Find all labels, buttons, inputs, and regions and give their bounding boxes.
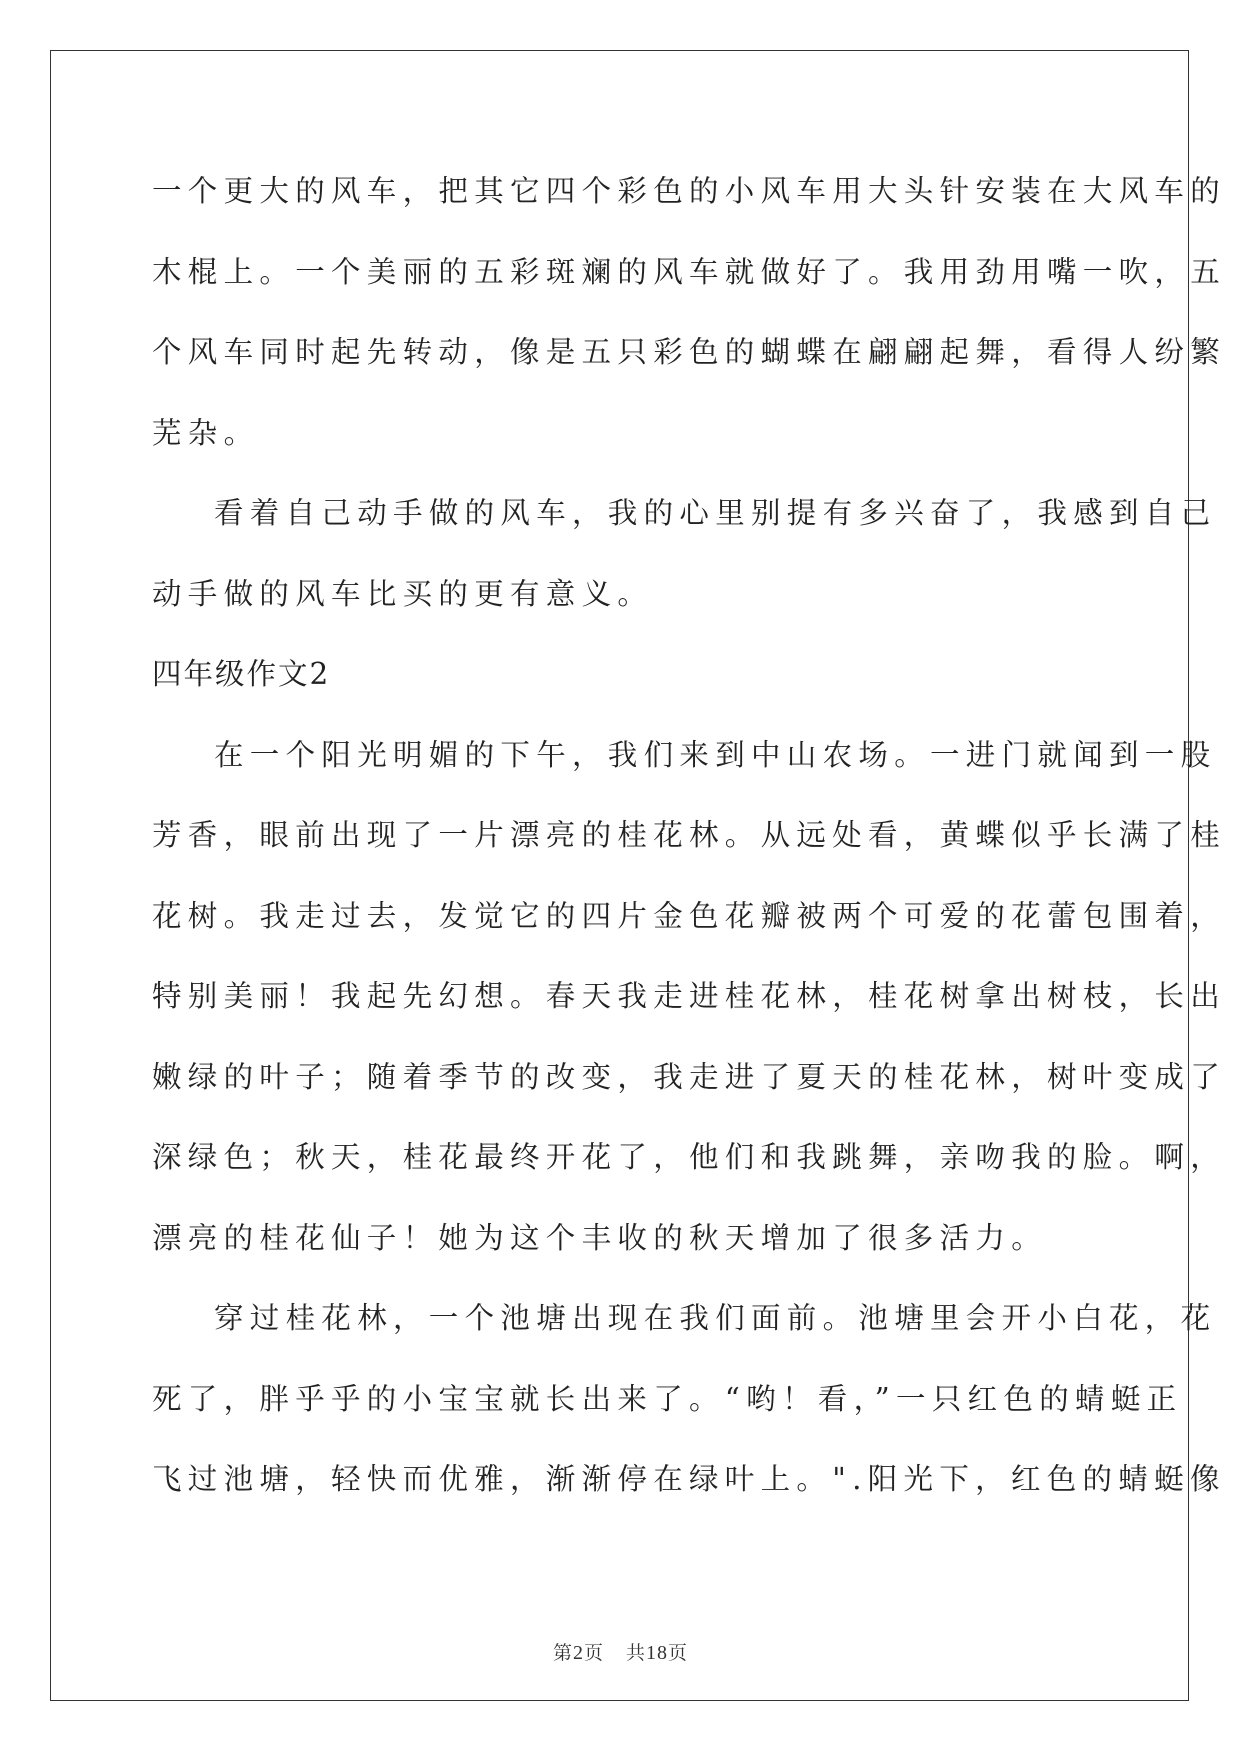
paragraph-line: 一个更大的风车，把其它四个彩色的小风车用大头针安装在大风车的 — [152, 174, 1227, 208]
paragraph-line: 嫩绿的叶子；随着季节的改变，我走进了夏天的桂花林，树叶变成了 — [152, 1059, 1227, 1094]
document-body — [152, 157, 1227, 1526]
page-footer — [0, 1638, 1241, 1665]
page-suffix: 页 — [583, 1642, 604, 1664]
paragraph-line: 漂亮的桂花仙子！她为这个丰收的秋天增加了很多活力。 — [152, 1220, 1048, 1255]
paragraph-line: 特别美丽！我起先幻想。春天我走进桂花林，桂花树拿出树枝，长出 — [152, 979, 1227, 1013]
paragraph-line: 死了，胖乎乎的小宝宝就长出来了。“哟！看，”一只红色的蜻蜓正 — [152, 1381, 1183, 1416]
paragraph-line: 深绿色；秋天，桂花最终开花了，他们和我跳舞，亲吻我的脸。啊， — [152, 1140, 1227, 1174]
paragraph-line: 看着自己动手做的风车，我的心里别提有多兴奋了，我感到自己 — [214, 496, 1217, 530]
paragraph-line: 芳香，眼前出现了一片漂亮的桂花林。从远处看，黄蝶似乎长满了桂 — [152, 818, 1227, 852]
paragraph-line: 木棍上。一个美丽的五彩斑斓的风车就做好了。我用劲用嘴一吹，五 — [152, 254, 1227, 289]
page-prefix: 第 — [552, 1642, 573, 1664]
paragraph-line: 个风车同时起先转动，像是五只彩色的蝴蝶在翩翩起舞，看得人纷繁 — [152, 335, 1227, 369]
total-suffix: 页 — [668, 1642, 689, 1664]
paragraph-line: 动手做的风车比买的更有意义。 — [152, 576, 654, 611]
paragraph-line: 穿过桂花林，一个池塘出现在我们面前。池塘里会开小白花，花 — [214, 1301, 1217, 1335]
paragraph-line: 在一个阳光明媚的下午，我们来到中山农场。一进门就闻到一股 — [214, 737, 1217, 772]
paragraph-line: 飞过池塘，轻快而优雅，渐渐停在绿叶上。".阳光下，红色的蜻蜓像 — [152, 1462, 1226, 1496]
total-prefix: 共 — [626, 1642, 647, 1664]
total-page-count: 18 — [646, 1642, 669, 1664]
paragraph-line: 花树。我走过去，发觉它的四片金色花瓣被两个可爱的花蕾包围着， — [152, 898, 1227, 933]
current-page-number: 2 — [572, 1642, 584, 1664]
paragraph-line: 芜杂。 — [152, 415, 260, 450]
section-heading: 四年级作文2 — [152, 657, 331, 691]
